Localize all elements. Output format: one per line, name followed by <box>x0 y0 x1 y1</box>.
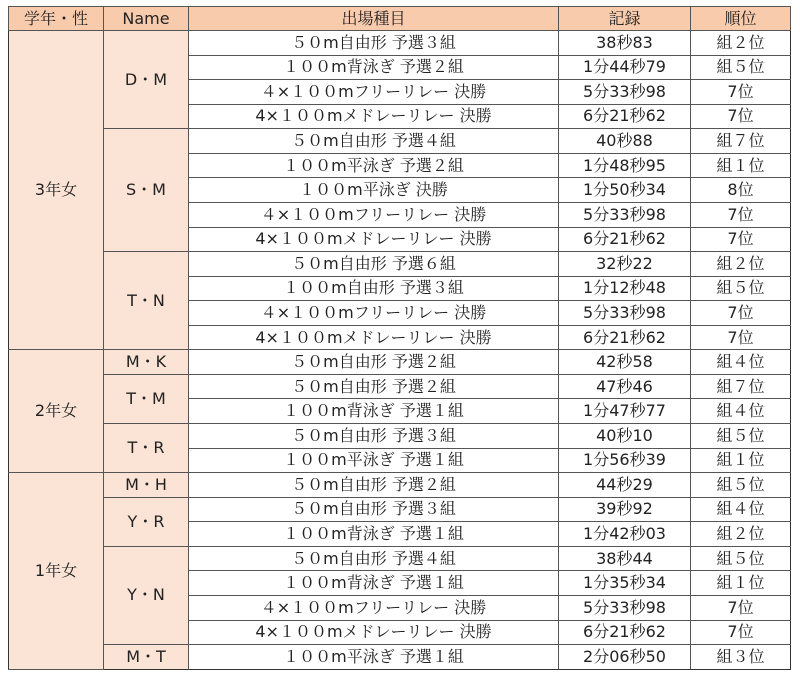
record-cell: 5分33秒98 <box>559 202 691 227</box>
table-row <box>9 374 791 399</box>
event-cell: １００m背泳ぎ 予選１組 <box>189 522 559 547</box>
rank-cell: 組５位 <box>691 276 791 301</box>
rank-cell: 7位 <box>691 301 791 326</box>
record-cell: 1分50秒34 <box>559 178 691 203</box>
event-cell: ５０m自由形 予選３組 <box>189 424 559 449</box>
record-cell: 1分56秒39 <box>559 448 691 473</box>
record-cell: 38秒44 <box>559 546 691 571</box>
event-cell: １００m背泳ぎ 予選２組 <box>189 55 559 80</box>
event-cell: １００m背泳ぎ 予選１組 <box>189 399 559 424</box>
header-row <box>9 7 791 31</box>
results-body <box>9 31 791 670</box>
rank-cell: 7位 <box>691 595 791 620</box>
event-cell: １００m平泳ぎ 予選２組 <box>189 153 559 178</box>
rank-cell: 組２位 <box>691 522 791 547</box>
record-cell: 47秒46 <box>559 374 691 399</box>
table-row <box>9 31 791 56</box>
swimmer-name-cell: M・K <box>104 350 189 375</box>
rank-cell: 7位 <box>691 227 791 252</box>
record-cell: 39秒92 <box>559 497 691 522</box>
table-row <box>9 424 791 449</box>
event-cell: １００m自由形 予選３組 <box>189 276 559 301</box>
rank-cell: 8位 <box>691 178 791 203</box>
grade-cell: 1年女 <box>9 473 104 670</box>
rank-cell: 組１位 <box>691 571 791 596</box>
grade-cell: 2年女 <box>9 350 104 473</box>
event-cell: ５０m自由形 予選４組 <box>189 129 559 154</box>
record-cell: 40秒10 <box>559 424 691 449</box>
record-cell: 6分21秒62 <box>559 227 691 252</box>
record-cell: 32秒22 <box>559 252 691 277</box>
record-cell: 5分33秒98 <box>559 595 691 620</box>
event-cell: 4×１００mメドレーリレー 決勝 <box>189 227 559 252</box>
table-row <box>9 645 791 670</box>
swimmer-name-cell: Y・N <box>104 546 189 644</box>
event-cell: 4×１００mメドレーリレー 決勝 <box>189 620 559 645</box>
rank-cell: 組２位 <box>691 31 791 56</box>
rank-cell: 組３位 <box>691 645 791 670</box>
event-cell: 4×１００mメドレーリレー 決勝 <box>189 104 559 129</box>
rank-cell: 組５位 <box>691 55 791 80</box>
record-cell: 44秒29 <box>559 473 691 498</box>
event-cell: 4×１００mメドレーリレー 決勝 <box>189 325 559 350</box>
rank-cell: 組１位 <box>691 153 791 178</box>
record-cell: 2分06秒50 <box>559 645 691 670</box>
event-cell: ５０m自由形 予選４組 <box>189 546 559 571</box>
rank-cell: 組５位 <box>691 424 791 449</box>
header-event: 出場種目 <box>189 7 559 31</box>
event-cell: ５０m自由形 予選２組 <box>189 350 559 375</box>
event-cell: １００m平泳ぎ 決勝 <box>189 178 559 203</box>
record-cell: 6分21秒62 <box>559 620 691 645</box>
event-cell: ５０m自由形 予選３組 <box>189 497 559 522</box>
rank-cell: 組２位 <box>691 252 791 277</box>
event-cell: １００m平泳ぎ 予選１組 <box>189 448 559 473</box>
rank-cell: 組７位 <box>691 129 791 154</box>
swimmer-name-cell: M・H <box>104 473 189 498</box>
record-cell: 38秒83 <box>559 31 691 56</box>
rank-cell: 7位 <box>691 80 791 105</box>
record-cell: 1分42秒03 <box>559 522 691 547</box>
event-cell: ４×１００mフリーリレー 決勝 <box>189 595 559 620</box>
header-record: 記録 <box>559 7 691 31</box>
swimmer-name-cell: T・R <box>104 424 189 473</box>
table-row <box>9 473 791 498</box>
record-cell: 40秒88 <box>559 129 691 154</box>
record-cell: 1分47秒77 <box>559 399 691 424</box>
event-cell: ５０m自由形 予選６組 <box>189 252 559 277</box>
rank-cell: 7位 <box>691 202 791 227</box>
table-row <box>9 497 791 522</box>
event-cell: ５０m自由形 予選２組 <box>189 473 559 498</box>
rank-cell: 組５位 <box>691 546 791 571</box>
rank-cell: 組４位 <box>691 497 791 522</box>
rank-cell: 組１位 <box>691 448 791 473</box>
event-cell: ４×１００mフリーリレー 決勝 <box>189 202 559 227</box>
swimmer-name-cell: T・M <box>104 374 189 423</box>
record-cell: 1分35秒34 <box>559 571 691 596</box>
event-cell: ５０m自由形 予選２組 <box>189 374 559 399</box>
rank-cell: 組５位 <box>691 473 791 498</box>
header-grade: 学年・性 <box>9 7 104 31</box>
event-cell: ４×１００mフリーリレー 決勝 <box>189 301 559 326</box>
swimmer-name-cell: Y・R <box>104 497 189 546</box>
record-cell: 1分48秒95 <box>559 153 691 178</box>
header-rank: 順位 <box>691 7 791 31</box>
grade-cell: 3年女 <box>9 31 104 350</box>
record-cell: 5分33秒98 <box>559 301 691 326</box>
record-cell: 42秒58 <box>559 350 691 375</box>
event-cell: １００m背泳ぎ 予選１組 <box>189 571 559 596</box>
record-cell: 6分21秒62 <box>559 104 691 129</box>
event-cell: ４×１００mフリーリレー 決勝 <box>189 80 559 105</box>
table-row <box>9 350 791 375</box>
swimmer-name-cell: D・M <box>104 31 189 129</box>
table-row <box>9 546 791 571</box>
event-cell: ５０m自由形 予選３組 <box>189 31 559 56</box>
record-cell: 6分21秒62 <box>559 325 691 350</box>
rank-cell: 組７位 <box>691 374 791 399</box>
record-cell: 1分44秒79 <box>559 55 691 80</box>
rank-cell: 7位 <box>691 620 791 645</box>
record-cell: 1分12秒48 <box>559 276 691 301</box>
table-row <box>9 129 791 154</box>
rank-cell: 7位 <box>691 104 791 129</box>
swimmer-name-cell: T・N <box>104 252 189 350</box>
record-cell: 5分33秒98 <box>559 80 691 105</box>
swimmer-name-cell: M・T <box>104 645 189 670</box>
rank-cell: 組４位 <box>691 399 791 424</box>
rank-cell: 組４位 <box>691 350 791 375</box>
swimmer-name-cell: S・M <box>104 129 189 252</box>
results-table <box>8 6 791 670</box>
table-row <box>9 252 791 277</box>
rank-cell: 7位 <box>691 325 791 350</box>
header-name: Name <box>104 7 189 31</box>
event-cell: １００m平泳ぎ 予選１組 <box>189 645 559 670</box>
